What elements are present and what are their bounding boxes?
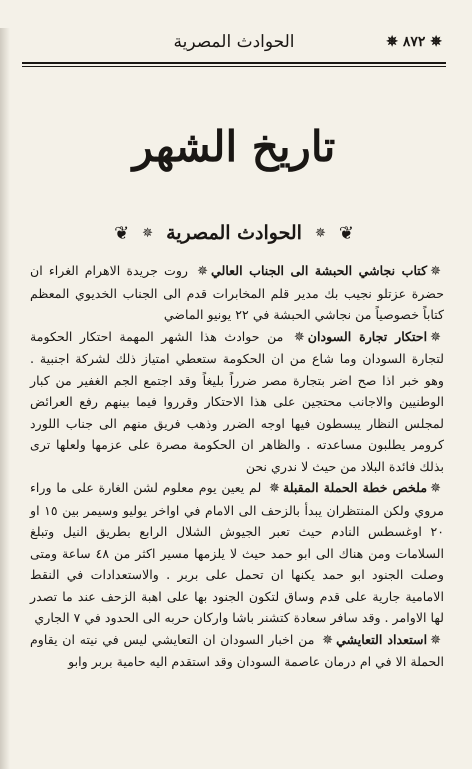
- article-paragraph: [30, 629, 444, 673]
- star-ornament-icon: ✵: [322, 632, 334, 648]
- running-title: الحوادث المصرية: [173, 32, 295, 52]
- article-text: من حوادث هذا الشهر المهمة احتكار الحكومة لتجارة السودان وما شاع من ان الحكومة ستعطي امتياز ذلك لشركة اجنبية . وهو خبر اذا صح اضر بتجارة مصر ضرراً بليغاً وقد اجتمع الجم الغفير من كبار الوطنيين والاجانب محتجين على هذا الاحتكار وقرروا فيما بينهم رفع العرائض لمجلس النظار يبسطون فيها اوجه الضرر وذهب فريق منهم الى جناب اللورد كرومر يطلبون مساعدته . والظاهر ان الحكومة مصرة على عزمها ولعلها ترى بذلك فائدة البلاد من حيث لا ندري نحن: [30, 328, 444, 474]
- star-ornament-icon: ✵: [269, 481, 280, 496]
- section-heading: [14, 216, 454, 250]
- article-body: [14, 260, 454, 673]
- star-ornament-icon: ✵: [142, 225, 154, 241]
- header-rule-thin: [22, 66, 446, 67]
- page-number: ✵ ٨٧٢ ✵: [386, 34, 442, 50]
- document-page: [0, 28, 472, 769]
- star-ornament-icon: ✵: [430, 329, 441, 345]
- article-paragraph: [30, 477, 444, 629]
- star-ornament-icon: ✵: [314, 225, 326, 241]
- floral-ornament-icon: ❦: [114, 222, 130, 244]
- header-rule: [22, 62, 446, 64]
- star-ornament-icon: ✵: [430, 632, 441, 648]
- masthead-title: تاريخ الشهر: [132, 122, 336, 171]
- star-ornament-icon: ✵: [197, 264, 209, 279]
- article-lead: احتكار تجارة السودان: [307, 328, 428, 344]
- section-title: الحوادث المصرية: [166, 222, 302, 244]
- article-lead: كتاب نجاشي الحبشة الى الجناب العالي: [211, 263, 428, 278]
- article-text: لم يعين يوم معلوم لشن الغارة على ما وراء مروي ولكن المنتظران يبدأ بالزحف الى الامام في اواخر يوليو وسيمر بين ١٥ او ٢٠ اوغسطس النادم حيث تعبر الجيوش الشلال الرابع بطريق النيل وتبلغ السلامات ومن هناك الى ابو حمد حيث لا يلزمها مسير اكثر من ٤٨ ساعة ومتى وصلت الجنود ابو حمد يكنها ان تحمل على بربر . والاستعدادات في النقط الامامية جارية على قدم وساق لتكون الجنود بها على اهبة الزحف عند ما تصدر لها الاوامر . وقد سافر سعادة كتشنر باشا واركان حربه الى الحدود في ٧ الجاري: [30, 480, 444, 625]
- article-paragraph: [30, 260, 444, 326]
- article-paragraph: [30, 326, 444, 478]
- article-lead: استعداد التعايشي: [336, 631, 428, 647]
- page-header: [14, 28, 454, 72]
- star-ornament-icon: ✵: [293, 329, 305, 345]
- star-ornament-icon: ✵: [386, 34, 398, 50]
- article-text: من اخبار السودان ان التعايشي ليس في نيته ان يقاوم الحملة الا في ام درمان عاصمة السودان وقد استقدم اليه حامية بربر وابو: [30, 631, 444, 669]
- star-ornament-icon: ✵: [430, 34, 442, 50]
- binding-shadow: [0, 28, 10, 769]
- star-ornament-icon: ✵: [430, 481, 441, 496]
- star-ornament-icon: ✵: [430, 264, 441, 279]
- article-text: روت جريدة الاهرام الغراء ان حضرة عزتلو نجيب بك مدير قلم المخابرات قدم الى الجناب الخديوي المعظم كتاباً خصوصياً من نجاشي الحبشة في ٢٢ يونيو الماضي: [30, 263, 444, 322]
- floral-ornament-icon: ❦: [338, 222, 354, 244]
- article-lead: ملخص خطة الحملة المقبلة: [282, 480, 428, 495]
